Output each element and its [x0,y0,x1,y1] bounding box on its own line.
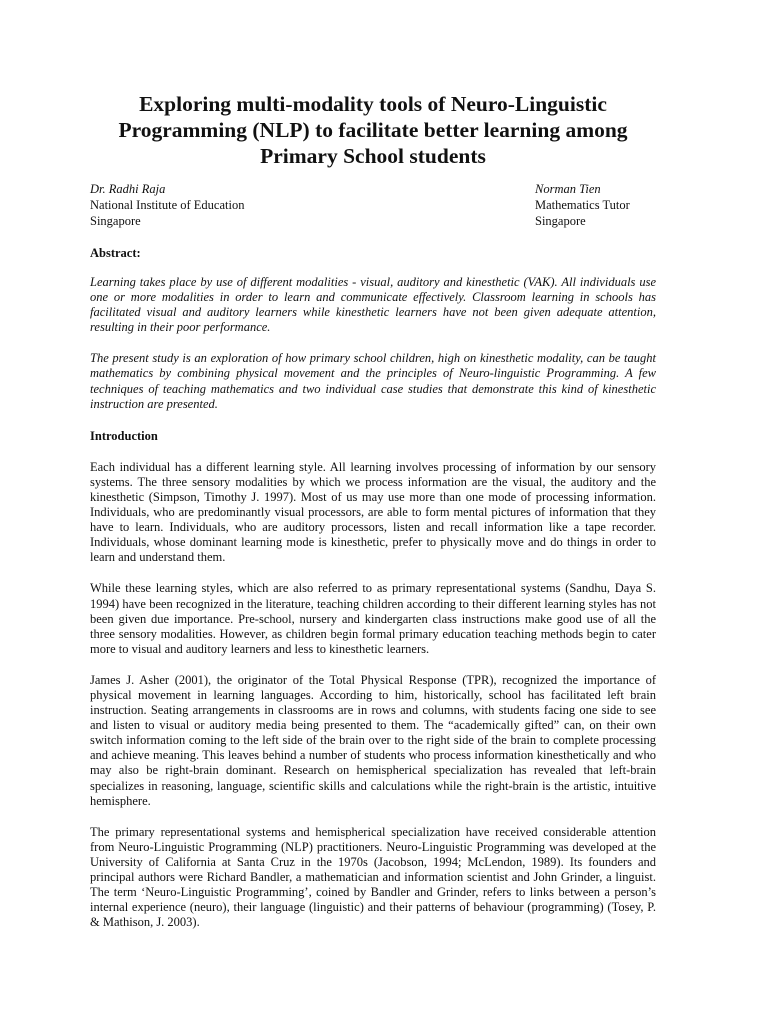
author-2 [535,181,630,229]
introduction-heading: Introduction [90,428,158,443]
abstract-heading: Abstract: [90,246,141,260]
author-2-location: Singapore [535,214,586,228]
introduction-paragraph: While these learning styles, which are also referred to as primary representational systems (Sandhu, Daya S. 1994) have been recognized in the literature, teaching children according to their different learning styles has not been given due importance. Pre-school, nursery and kindergarten class instructions make good use of all the three sensory modalities. However, as children begin formal primary education teaching methods begin to cater more to visual and auditory learners and less to kinesthetic learners. [90,581,656,656]
introduction-paragraph: Each individual has a different learning style. All learning involves processing of information by our sensory systems. The three sensory modalities by which we process information are the visual, the auditory and the kinesthetic (Simpson, Timothy J. 1997). Most of us may use more than one mode of processing information. Individuals, who are predominantly visual processors, are able to form mental pictures of information that they have to learn. Individuals, who are auditory processors, listen and recall information like a tape recorder. Individuals, whose dominant learning mode is kinesthetic, prefer to physically move and do things in order to learn and understand them. [90,459,656,565]
paper-title: Exploring multi-modality tools of Neuro-Linguistic Programming (NLP) to facilitate better learning among Primary School students [118,92,628,168]
abstract-paragraph: The present study is an exploration of how primary school children, high on kinesthetic modality, can be taught mathematics by combining physical movement and the principles of Neuro-linguistic Programming. A few techniques of teaching mathematics and two individual case studies that demonstrate this kind of kinesthetic instruction are presented. [90,351,656,411]
author-block [90,181,656,229]
author-1-affiliation: National Institute of Education [90,198,245,212]
author-2-name: Norman Tien [535,182,601,196]
author-2-affiliation: Mathematics Tutor [535,198,630,212]
introduction-paragraph: The primary representational systems and hemispherical specialization have received considerable attention from Neuro-Linguistic Programming (NLP) practitioners. Neuro-Linguistic Programming was developed at the University of California at Santa Cruz in the 1970s (Jacobson, 1994; McLendon, 1989). Its founders and principal authors were Richard Bandler, a mathematician and information scientist and John Grinder, a linguist. The term ‘Neuro-Linguistic Programming’, coined by Bandler and Grinder, refers to links between a person’s internal experience (neuro), their language (linguistic) and their patterns of behaviour (programming) (Tosey, P. & Mathison, J. 2003). [90,824,656,930]
author-1 [90,181,244,229]
introduction-paragraph: James J. Asher (2001), the originator of the Total Physical Response (TPR), recognized the importance of physical movement in learning languages. According to him, historically, school has facilitated left brain instruction. Seating arrangements in classrooms are in rows and columns, with students facing one side to see and listen to visual or auditory media being presented to them. The “academically gifted” can, on their own switch information coming to the left side of the brain over to the right side of the brain to complete processing and achieve meaning. This leaves behind a number of students who process information kinesthetically and who may also be right-brain dominant. Research on hemispherical specialization has revealed that left-brain specializes in reasoning, language, scientific skills and calculations while the right-brain is the artistic, intuitive hemisphere. [90,672,656,808]
paper-page [90,91,656,930]
abstract-paragraph: Learning takes place by use of different modalities - visual, auditory and kinesthetic (VAK). All individuals use one or more modalities in order to learn and communicate effectively. Classroom learning in schools has facilitated visual and auditory learners while kinesthetic learners have not been given adequate attention, resulting in their poor performance. [90,275,656,335]
author-1-name: Dr. Radhi Raja [90,182,166,196]
author-1-location: Singapore [90,214,141,228]
